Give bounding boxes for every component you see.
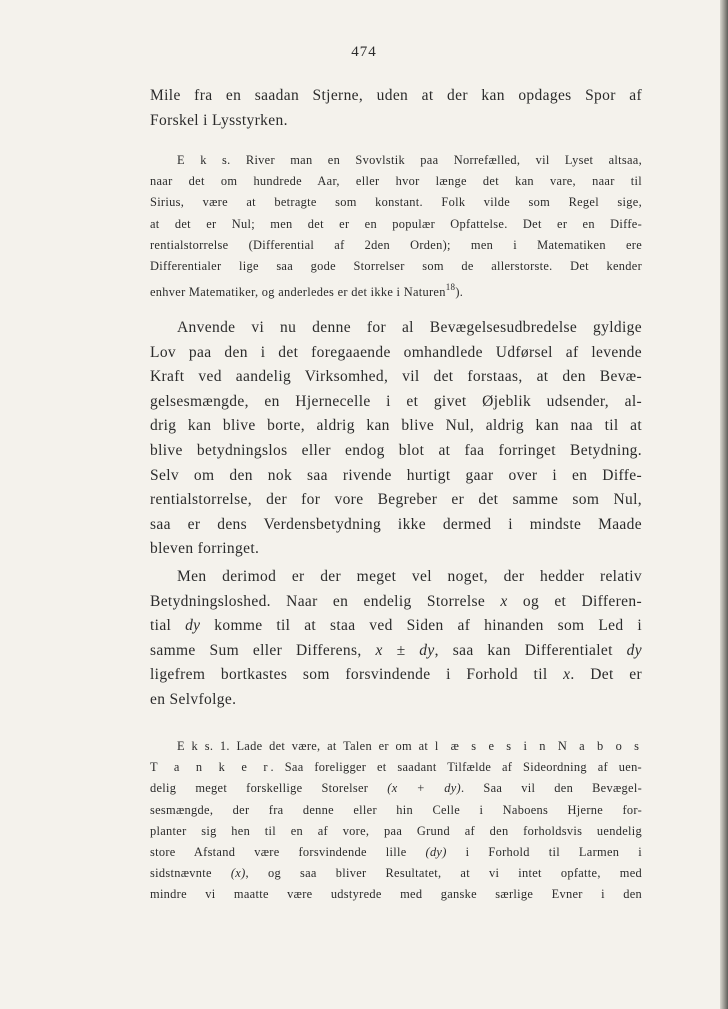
text-fragment: samme Sum eller Differens, [150,641,376,659]
text-line [150,842,642,863]
math-expression: (x + dy) [387,781,461,796]
text-line: Anvende vi nu denne for al Bevægelsesudbredelse gyldige [177,319,642,336]
text-line: Selv om den nok saa rivende hurtigt gaar over i en Diffe- [150,466,642,484]
spaced-emphasis: l æ s e s i n N a b o s [434,739,642,753]
text-line: sesmængde, der fra denne eller hin Celle i Naboens Hjerne for- [150,802,642,817]
text-line: Lov paa den i det foregaaende omhandlede Udførsel af levende [150,343,642,361]
text-line: E k s. River man en Svovlstik paa Norrefælled, vil Lyset altsaa, [177,153,642,167]
text-line [150,614,642,639]
text-line: gelsesmængde, en Hjernecelle i et givet Øjeblik udsender, al- [150,392,642,410]
text-fragment: , og saa bliver Resultatet, at vi intet opfatte, med [245,866,642,881]
text-line: drig kan blive borte, aldrig kan blive Nul, aldrig kan naa til at [150,417,642,435]
text-line [150,863,642,884]
text-fragment: tial [150,617,186,635]
text-fragment: . Det er [570,666,642,684]
paragraph-4 [150,565,642,713]
text-line: Mile fra en saadan Stjerne, uden at der kan opdages Spor af [150,87,642,104]
text-fragment: komme til at staa ved Siden af hinanden som Led i [200,617,642,635]
text-line: Forskel i Lysstyrken. [150,111,288,129]
text-line: Sirius, være at betragte som konstant. Folk vilde som Regel sige, [150,195,642,210]
text-line: rentialstorrelse, der for vore Begreber er det samme som Nul, [150,491,642,509]
math-variable: dy [185,617,201,635]
paragraph-2-example [150,150,642,303]
text-line [150,778,642,799]
text-fragment: Betydningsloshed. Naar en endelig Storrelse [150,592,501,610]
text-fragment: enhver Matematiker, og anderledes er det ikke i Naturen [150,285,446,300]
math-expression: (dy) [425,845,447,860]
text-fragment: og et Differen- [507,592,642,610]
text-line [150,277,642,303]
text-line [150,757,642,778]
text-line: mindre vi maatte være udstyrede med ganske særlige Evner i den [150,887,642,902]
page-edge-shadow [720,0,728,1009]
text-line: at det er Nul; men det er en populær Opfattelse. Det er en Diffe- [150,216,642,231]
math-expression: x ± dy [375,641,435,659]
text-line: bleven forringet. [150,540,260,558]
text-line [150,736,642,757]
text-line: saa er dens Verdensbetydning ikke dermed i mindste Maade [150,515,642,533]
text-fragment: , saa kan Differentialet [434,641,627,659]
text-fragment: delig meget forskellige Storelser [150,781,388,796]
text-fragment: . Saa vil den Bevægel- [460,781,642,796]
text-line: Men derimod er der meget vel noget, der hedder relativ [177,568,642,585]
text-fragment: i Forhold til Larmen i [446,845,642,860]
text-fragment: store Afstand være forsvindende lille [150,845,426,860]
page-number: 474 [351,44,377,60]
text-line: Kraft ved aandelig Virksomhed, vil det forstaas, at den Bevæ- [150,368,642,386]
text-fragment: . Saa foreligger et saadant Tilfælde af Sideordning af uen- [270,760,642,775]
math-expression: (x) [230,866,246,881]
math-variable: dy [626,641,643,659]
footnote-reference: 18 [445,282,456,293]
text-line [150,590,642,615]
paragraph-3 [150,316,642,562]
paragraph-1 [150,84,642,133]
text-fragment: E k s. 1. Lade det være, at Talen er om at [177,739,435,753]
text-line: en Selvfolge. [150,690,237,708]
text-fragment: ). [455,285,464,300]
text-line: rentialstorrelse (Differential af 2den Orden); men i Matematiken ere [150,237,642,252]
text-fragment: sidstnævnte [150,866,231,881]
text-fragment: ligefrem bortkastes som forsvindende i Forhold til [150,666,564,684]
math-variable: x [500,592,508,610]
text-line [150,639,642,664]
math-variable: x [563,666,571,684]
text-line: blive betydningslos eller endog blot at faa forringet Betydning. [150,441,642,459]
text-line: naar det om hundrede Aar, eller hvor længe det kan vare, naar til [150,174,642,189]
text-line: Differentialer lige saa gode Storrelser som de allerstorste. Det kender [150,259,642,274]
text-line [150,663,642,688]
paragraph-5-example [150,736,642,906]
spaced-emphasis: T a n k e r [150,760,271,775]
text-line: planter sig hen til en af vore, paa Grund af den forholdsvis uendelig [150,823,642,838]
